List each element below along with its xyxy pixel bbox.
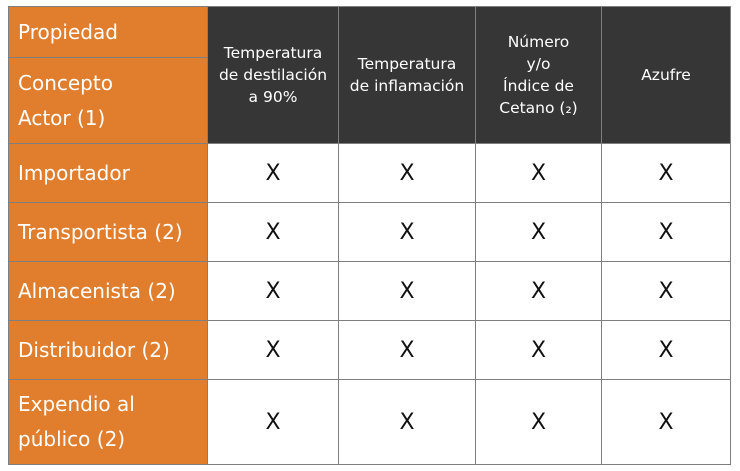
check-mark: X [208, 262, 339, 321]
check-mark: X [208, 380, 339, 465]
row-label-expendio: Expendio al público (2) [9, 380, 208, 465]
row-label-almacenista: Almacenista (2) [9, 262, 208, 321]
check-mark: X [339, 321, 476, 380]
check-mark: X [208, 203, 339, 262]
check-mark: X [339, 380, 476, 465]
check-mark: X [602, 380, 731, 465]
table-row [9, 262, 731, 321]
row-label-importador: Importador [9, 144, 208, 203]
col-header-temperatura-inflamacion: Temperatura de inflamación [339, 7, 476, 144]
check-mark: X [602, 203, 731, 262]
propiedad-header: Propiedad [9, 7, 208, 58]
check-mark: X [476, 262, 602, 321]
table-row [9, 321, 731, 380]
check-mark: X [476, 380, 602, 465]
row-label-transportista: Transportista (2) [9, 203, 208, 262]
table-row [9, 203, 731, 262]
col-header-temperatura-destilacion: Temperatura de destilación a 90% [208, 7, 339, 144]
check-mark: X [208, 144, 339, 203]
properties-table-container [8, 6, 730, 464]
check-mark: X [339, 144, 476, 203]
check-mark: X [476, 144, 602, 203]
table-row [9, 144, 731, 203]
check-mark: X [476, 203, 602, 262]
check-mark: X [339, 203, 476, 262]
table-row [9, 380, 731, 465]
properties-table [8, 6, 731, 465]
check-mark: X [602, 262, 731, 321]
check-mark: X [208, 321, 339, 380]
check-mark: X [476, 321, 602, 380]
row-label-distribuidor: Distribuidor (2) [9, 321, 208, 380]
check-mark: X [339, 262, 476, 321]
concepto-actor-header: Concepto Actor (1) [9, 58, 208, 144]
check-mark: X [602, 321, 731, 380]
col-header-indice-cetano: Número y/o Índice de Cetano (₂) [476, 7, 602, 144]
col-header-azufre: Azufre [602, 7, 731, 144]
check-mark: X [602, 144, 731, 203]
